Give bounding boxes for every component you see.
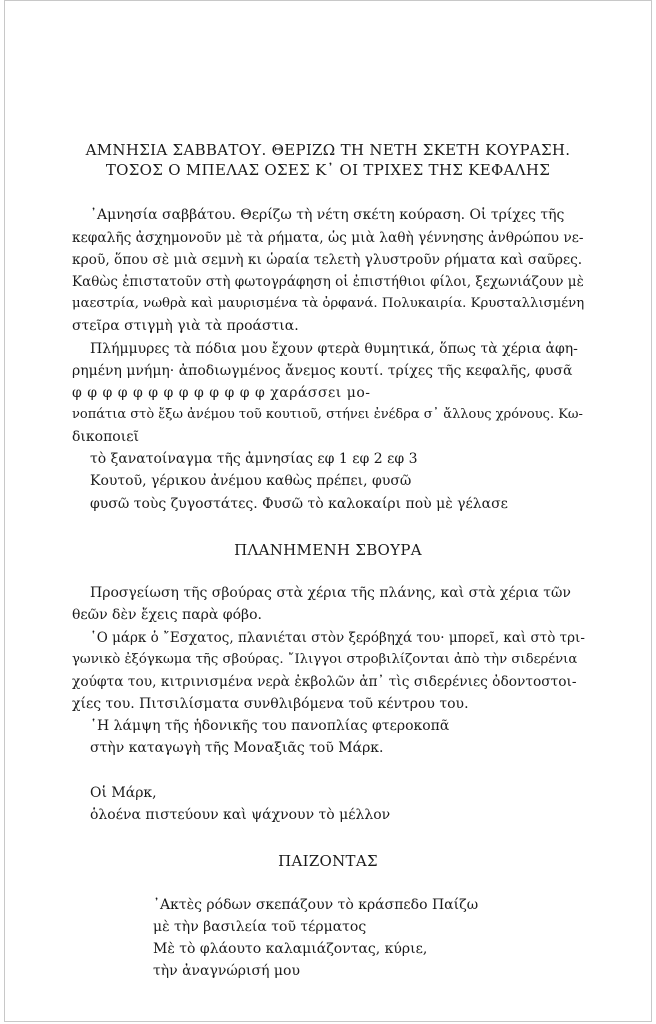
section-2-line-3: ῾Ο μάρκ ὁ ῎Εσχατος, πλανιέται στὸν ξερόβηχά του· μπορεῖ, καὶ στὸ τρι- [90, 630, 585, 646]
section-1-line-11: δικοποιεῖ [72, 429, 139, 445]
section-2-title: ΠΛΑΝΗΜΕΝΗ ΣΒΟΥΡΑ [234, 541, 422, 559]
section-1-line-12: τὸ ξανατοίναγμα τῆς ἀμνησίας εφ 1 εφ 2 εφ 3 [90, 451, 418, 467]
section-1-title-line-2: ΤΟΣΟΣ Ο ΜΠΕΛΑΣ ΟΣΕΣ Κ᾽ ΟΙ ΤΡΙΧΕΣ ΤΗΣ ΚΕΦΑΛΗΣ [105, 161, 551, 179]
section-2-line-7: ῾Η λάμψη τῆς ἡδονικῆς του πανοπλίας φτεροκοπᾶ [90, 718, 450, 734]
section-2-line-6: χίες του. Πιτσιλίσματα συνθλιβόμενα τοῦ κέντρου του. [72, 696, 469, 712]
section-1-line-2: κεφαλῆς ἀσχημονοῦν μὲ τὰ ρήματα, ὡς μιὰ λαθὴ γέννησης ἀνθρώπου νε- [72, 230, 584, 246]
section-1-title-line-1: ΑΜΝΗΣΙΑ ΣΑΒΒΑΤΟΥ. ΘΕΡΙΖΩ ΤΗ ΝΕΤΗ ΣΚΕΤΗ ΚΟΥΡΑΣΗ. [85, 141, 571, 159]
section-2-line-9: Οἱ Μάρκ, [90, 785, 157, 801]
section-2-line-5: χούφτα του, κιτρινισμένα νερὰ ἐκβολῶν ἀπ᾽ τὶς σιδερένιες ὀδοντοστοι- [72, 674, 577, 690]
section-1-line-3: κροῦ, ὅπου σὲ μιὰ σεμνὴ κι ὡραία τελετὴ γλυστροῦν ρήματα καὶ σαῦρες. [72, 252, 583, 268]
section-1-line-9-phi-repetitions: φ φ φ φ φ φ φ φ φ φ φ φ φ χαράσσει μο- [72, 385, 371, 401]
section-1-line-4: Καθὼς ἐπιστατοῦν στὴ φωτογράφηση οἱ ἐπιστήθιοι φίλοι, ξεχωνιάζουν μὲ [72, 274, 584, 290]
section-3-line-1: ᾿Ακτὲς ρόδων σκεπάζουν τὸ κράσπεδο Παίζω [153, 897, 479, 913]
section-2-line-8: στὴν καταγωγὴ τῆς Μοναξιᾶς τοῦ Μάρκ. [90, 740, 384, 756]
section-2-line-4: γωνικὸ ἐξόγκωμα τῆς σβούρας. ῎Ιλιγγοι στροβιλίζονται ἀπὸ τὴν σιδερένια [72, 652, 578, 667]
section-1-line-10: νοπάτια στὸ ἔξω ἀνέμου τοῦ κουτιοῦ, στήνει ἐνέδρα σ᾽ ἄλλους χρόνους. Κω- [72, 407, 583, 422]
section-1-line-13: Κουτοῦ, γέρικου ἀνέμου καθὼς πρέπει, φυσῶ [90, 473, 412, 489]
section-1-line-5: μαεστρία, νωθρὰ καὶ μαυρισμένα τὰ ὀρφανά. Πολυκαιρία. Κρυσταλλισμένη [72, 296, 585, 311]
section-1-line-8: ρημένη μνήμη· ἀποδιωγμένος ἄνεμος κουτί. τρίχες τῆς κεφαλῆς, φυσᾶ [72, 363, 573, 379]
section-3-line-2: μὲ τὴν βασιλεία τοῦ τέρματος [153, 919, 367, 935]
section-3-line-3: Μὲ τὸ φλάουτο καλαμιάζοντας, κύριε, [153, 941, 428, 957]
section-1-line-6: στεῖρα στιγμὴ γιὰ τὰ προάστια. [72, 318, 299, 334]
section-2-line-2: θεῶν δὲν ἔχεις παρὰ φόβο. [72, 607, 262, 623]
section-1-line-7: Πλήμμυρες τὰ πόδια μου ἔχουν φτερὰ θυμητικά, ὅπως τὰ χέρια ἀφη- [90, 341, 578, 357]
section-3-title: ΠΑΙΖΟΝΤΑΣ [278, 852, 378, 870]
section-2-line-1: Προσγείωση τῆς σβούρας στὰ χέρια τῆς πλάνης, καὶ στὰ χέρια τῶν [90, 585, 571, 601]
section-3-line-4: τὴν ἀναγνώρισή μου [153, 963, 300, 979]
section-1-line-14: φυσῶ τοὺς ζυγοστάτες. Φυσῶ τὸ καλοκαίρι ποὺ μὲ γέλασε [90, 496, 508, 512]
section-2-line-10: ὁλοένα πιστεύουν καὶ ψάχνουν τὸ μέλλον [90, 807, 391, 823]
section-1-line-1: ᾿Αμνησία σαββάτου. Θερίζω τὴ νέτη σκέτη κούραση. Οἱ τρίχες τῆς [90, 207, 565, 223]
